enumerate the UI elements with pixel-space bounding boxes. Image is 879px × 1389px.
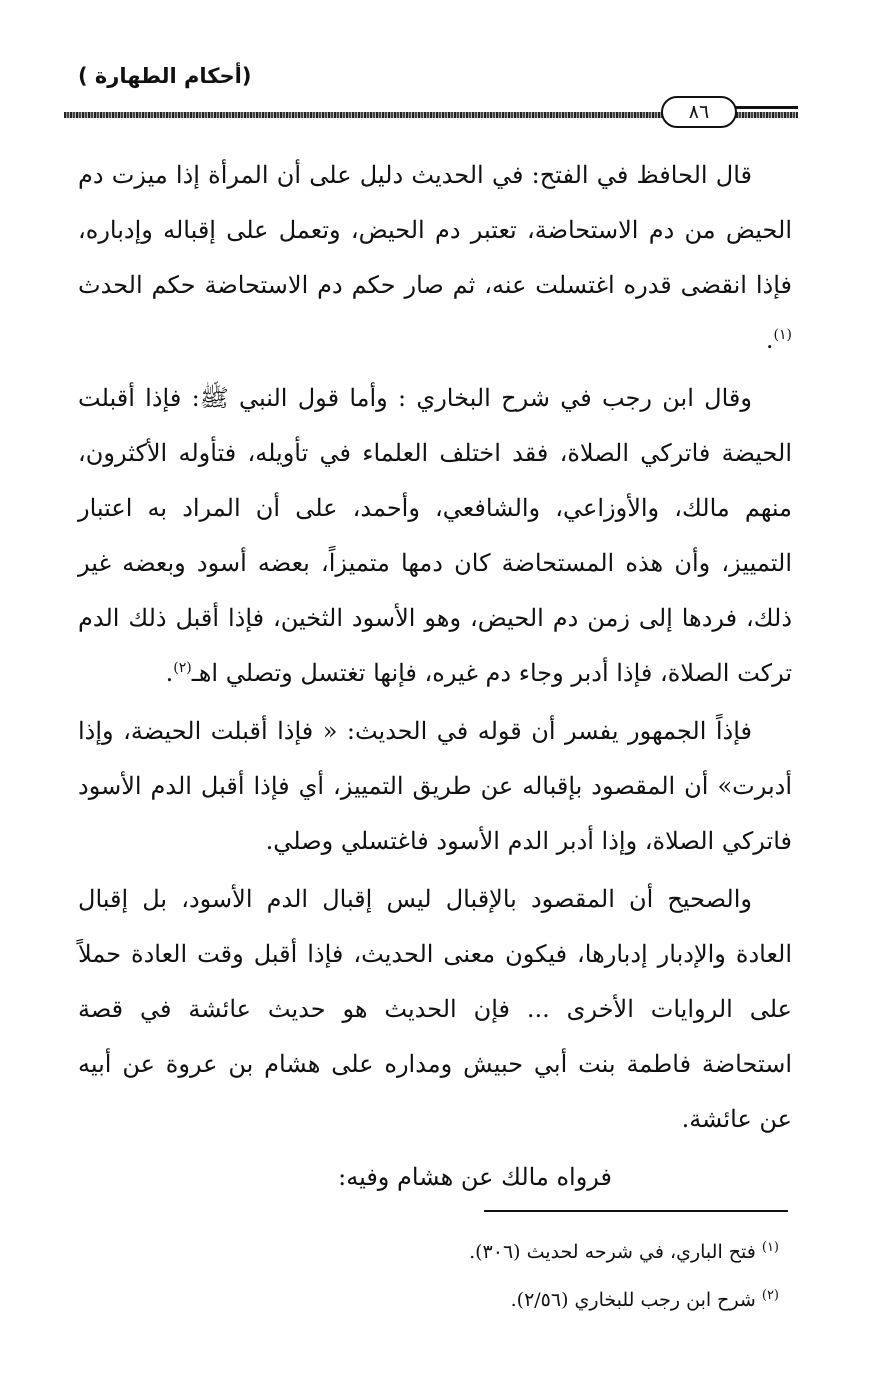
- paragraph: قال الحافظ في الفتح: في الحديث دليل على أن المرأة إذا ميزت دم الحيض من دم الاستحاضة، تعتبر دم الحيض، وتعمل على إقباله وإدباره، فإذا انقضى قدره اغتسلت عنه، ثم صار حكم دم الاستحاضة حكم الحدث $^{(١)}$.: [78, 161, 792, 354]
- footnote-ref: (١): [773, 327, 792, 343]
- footnote-divider: [484, 1210, 788, 1212]
- paragraph: فرواه مالك عن هشام وفيه:: [338, 1163, 612, 1191]
- page-number: ٨٦: [661, 96, 737, 128]
- body-text: [78, 148, 792, 1208]
- paragraph: والصحيح أن المقصود بالإقبال ليس إقبال الدم الأسود، بل إقبال العادة والإدبار إدبارها، فيكون معنى الحديث، فإذا أقبل وقت العادة حملاً على الروايات الأخرى ... فإن الحديث هو حديث عائشة في قصة استحاضة فاطمة بنت أبي حبيش ومداره على هشام بن عروة عن أبيه عن عائشة.: [78, 885, 793, 1133]
- footnote-ref: (٢): [173, 660, 192, 676]
- footnote-item: $^{(١)}$فتح الباري، في شرحه لحديث (٣٠٦).: [469, 1239, 779, 1263]
- footnote-mark: (٢): [761, 1287, 779, 1303]
- footnote-item: $^{(٢)}$شرح ابن رجب للبخاري (٢/٥٦).: [510, 1287, 779, 1311]
- footnotes: [219, 1228, 779, 1324]
- paragraph: وقال ابن رجب في شرح البخاري : وأما قول النبي ﷺ: فإذا أقبلت الحيضة فاتركي الصلاة، فقد اختلف العلماء في تأويله، فتأوله الأكثرون، منهم مالك، والأوزاعي، والشافعي، وأحمد، على أن المراد به اعتبار التمييز، وأن هذه المستحاضة كان دمها متميزاً، بعضه أسود وبعضه غير ذلك، فردها إلى زمن دم الحيض، وهو الأسود الثخين، فإذا أقبل ذلك الدم تركت الصلاة، فإذا أدبر وجاء دم غيره، فإنها تغتسل وتصلي اهـ$^{(٢)}$.: [78, 384, 792, 687]
- running-title: (أحكام الطهارة ): [78, 64, 252, 88]
- footnote-mark: (١): [761, 1239, 779, 1255]
- header-rule-accent: [735, 106, 798, 109]
- paragraph: فإذاً الجمهور يفسر أن قوله في الحديث: « فإذا أقبلت الحيضة، وإذا أدبرت» أن المقصود بإقباله عن طريق التمييز، أي فإذا أقبل الدم الأسود فاتركي الصلاة، وإذا أدبر الدم الأسود فاغتسلي وصلي.: [78, 717, 792, 855]
